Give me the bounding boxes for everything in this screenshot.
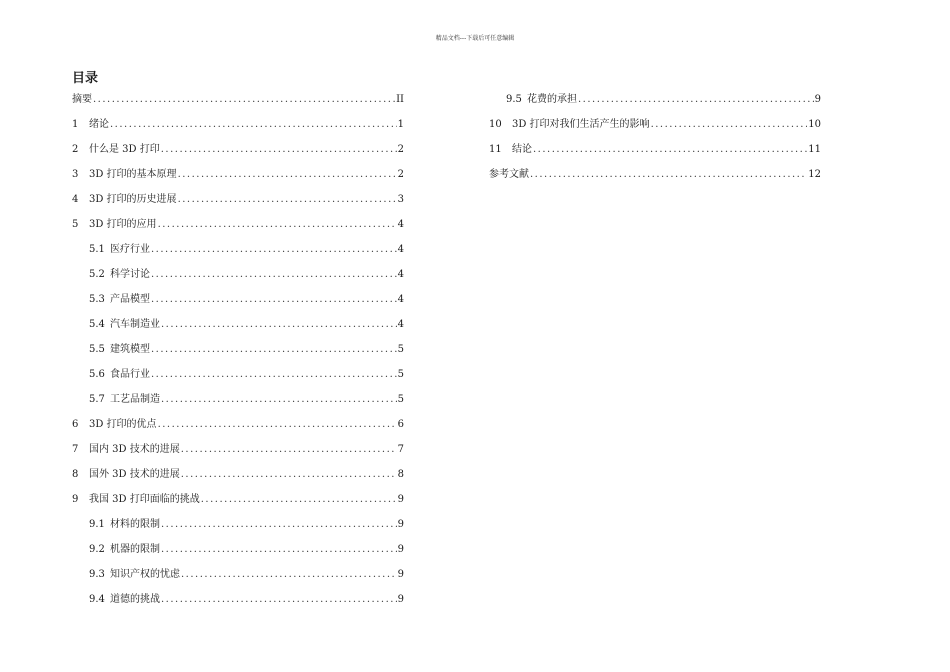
toc-leader-dots	[161, 392, 397, 408]
toc-entry-label: 我国 3D 打印面临的挑战	[89, 494, 200, 505]
toc-entry[interactable]	[72, 442, 404, 467]
toc-entry-label: 国外 3D 技术的进展	[89, 469, 180, 480]
toc-entry-label: 参考文献	[489, 169, 529, 180]
toc-entry-number: 9.2	[89, 544, 105, 555]
toc-subentry[interactable]	[489, 92, 821, 117]
toc-leader-dots	[158, 217, 397, 233]
toc-leader-dots	[158, 417, 397, 433]
toc-entry-label: 什么是 3D 打印	[89, 144, 160, 155]
toc-entry-label: 工艺品制造	[110, 394, 160, 405]
toc-entry-label: 科学讨论	[110, 269, 150, 280]
toc-entry-label: 结论	[512, 144, 532, 155]
toc-subentry[interactable]	[72, 242, 404, 267]
toc-entry-label: 3D 打印的基本原理	[89, 169, 177, 180]
toc-entry[interactable]	[72, 492, 404, 517]
toc-entry-number: 6	[72, 419, 79, 430]
toc-entry-page: 5	[397, 394, 404, 405]
toc-entry-page: 4	[397, 219, 404, 230]
toc-entry-page: 2	[397, 169, 404, 180]
toc-entry-number: 3	[72, 169, 79, 180]
toc-entry[interactable]	[72, 467, 404, 492]
toc-entry-label: 3D 打印对我们生活产生的影响	[512, 119, 650, 130]
toc-entry-page: 9	[397, 494, 404, 505]
toc-leader-dots	[181, 467, 397, 483]
toc-leader-dots	[181, 442, 397, 458]
toc-entry-page: 9	[814, 94, 821, 105]
toc-entry-page: 6	[397, 419, 404, 430]
toc-entry-label: 3D 打印的优点	[89, 419, 157, 430]
toc-leader-dots	[201, 492, 397, 508]
toc-entry[interactable]	[72, 142, 404, 167]
toc-leader-dots	[530, 167, 807, 183]
page-header: 精品文档---下载后可任意编辑	[435, 35, 515, 42]
toc-entry-label: 3D 打印的历史进展	[89, 194, 177, 205]
toc-entry-number: 10	[489, 119, 502, 130]
toc-entry-page: 9	[397, 594, 404, 605]
toc-right-column	[489, 92, 821, 192]
toc-subentry[interactable]	[72, 267, 404, 292]
toc-entry-label: 建筑模型	[110, 344, 150, 355]
toc-entry-page: 4	[397, 319, 404, 330]
toc-subentry[interactable]	[72, 567, 404, 592]
toc-entry-number: 2	[72, 144, 79, 155]
toc-subentry[interactable]	[72, 542, 404, 567]
toc-entry-number: 5.3	[89, 294, 105, 305]
toc-leader-dots	[161, 517, 397, 533]
toc-leader-dots	[161, 317, 397, 333]
toc-entry-page: 4	[397, 294, 404, 305]
toc-entry[interactable]	[72, 92, 404, 117]
toc-entry-label: 花费的承担	[527, 94, 577, 105]
toc-entry-page: 4	[397, 269, 404, 280]
toc-subentry[interactable]	[72, 317, 404, 342]
toc-entry-page: 8	[397, 469, 404, 480]
toc-entry[interactable]	[72, 192, 404, 217]
toc-leader-dots	[161, 542, 397, 558]
toc-entry-number: 5.2	[89, 269, 105, 280]
toc-leader-dots	[161, 592, 397, 608]
toc-entry-page: 9	[397, 544, 404, 555]
toc-entry-page: 12	[808, 169, 821, 180]
toc-entry-label: 道德的挑战	[110, 594, 160, 605]
toc-entry-page: 7	[397, 444, 404, 455]
toc-leader-dots	[151, 242, 397, 258]
toc-leader-dots	[578, 92, 814, 108]
toc-entry[interactable]	[72, 117, 404, 142]
toc-entry[interactable]	[72, 217, 404, 242]
toc-entry-label: 食品行业	[110, 369, 150, 380]
toc-entry-label: 产品模型	[110, 294, 150, 305]
toc-entry-label: 摘要	[72, 94, 92, 105]
toc-leader-dots	[533, 142, 807, 158]
toc-entry-number: 5.4	[89, 319, 105, 330]
toc-leader-dots	[151, 367, 397, 383]
toc-entry-number: 9	[72, 494, 79, 505]
toc-entry-number: 5.5	[89, 344, 105, 355]
toc-entry-number: 5	[72, 219, 79, 230]
toc-entry-number: 9.5	[506, 94, 522, 105]
toc-subentry[interactable]	[72, 392, 404, 417]
toc-leader-dots	[151, 292, 397, 308]
toc-entry-number: 4	[72, 194, 79, 205]
toc-subentry[interactable]	[72, 342, 404, 367]
toc-entry-label: 医疗行业	[110, 244, 150, 255]
toc-entry-number: 1	[72, 119, 79, 130]
toc-entry-page: 3	[397, 194, 404, 205]
toc-entry[interactable]	[489, 167, 821, 192]
toc-entry-page: 5	[397, 344, 404, 355]
toc-entry-page: 11	[808, 144, 821, 155]
toc-entry-number: 5.7	[89, 394, 105, 405]
toc-entry-number: 9.1	[89, 519, 105, 530]
toc-entry-number: 5.1	[89, 244, 105, 255]
toc-leader-dots	[151, 267, 397, 283]
toc-entry-number: 9.3	[89, 569, 105, 580]
toc-leader-dots	[110, 117, 397, 133]
toc-entry-label: 3D 打印的应用	[89, 219, 157, 230]
toc-entry-page: 5	[397, 369, 404, 380]
toc-entry-number: 9.4	[89, 594, 105, 605]
toc-left-column	[72, 92, 404, 617]
toc-entry-page: 4	[397, 244, 404, 255]
toc-entry[interactable]	[72, 417, 404, 442]
toc-entry-page: 2	[397, 144, 404, 155]
toc-entry-number: 5.6	[89, 369, 105, 380]
toc-entry[interactable]	[489, 117, 821, 142]
toc-leader-dots	[181, 567, 397, 583]
toc-leader-dots	[178, 167, 397, 183]
toc-entry-page: 9	[397, 569, 404, 580]
toc-subentry[interactable]	[72, 292, 404, 317]
toc-entry-page: II	[396, 94, 404, 105]
toc-entry-page: 9	[397, 519, 404, 530]
toc-entry-label: 材料的限制	[110, 519, 160, 530]
toc-entry[interactable]	[72, 167, 404, 192]
toc-entry-label: 知识产权的忧虑	[110, 569, 180, 580]
toc-subentry[interactable]	[72, 367, 404, 392]
toc-entry-label: 机器的限制	[110, 544, 160, 555]
toc-leader-dots	[161, 142, 397, 158]
toc-entry[interactable]	[489, 142, 821, 167]
toc-entry-number: 11	[489, 144, 502, 155]
toc-subentry[interactable]	[72, 517, 404, 542]
toc-entry-label: 汽车制造业	[110, 319, 160, 330]
toc-entry-label: 国内 3D 技术的进展	[89, 444, 180, 455]
toc-title: 目录	[72, 71, 99, 86]
toc-leader-dots	[151, 342, 397, 358]
toc-entry-label: 绪论	[89, 119, 109, 130]
toc-leader-dots	[93, 92, 395, 108]
toc-leader-dots	[178, 192, 397, 208]
toc-entry-number: 8	[72, 469, 79, 480]
toc-entry-page: 10	[808, 119, 821, 130]
toc-subentry[interactable]	[72, 592, 404, 617]
toc-leader-dots	[651, 117, 808, 133]
toc-entry-page: 1	[397, 119, 404, 130]
toc-entry-number: 7	[72, 444, 79, 455]
